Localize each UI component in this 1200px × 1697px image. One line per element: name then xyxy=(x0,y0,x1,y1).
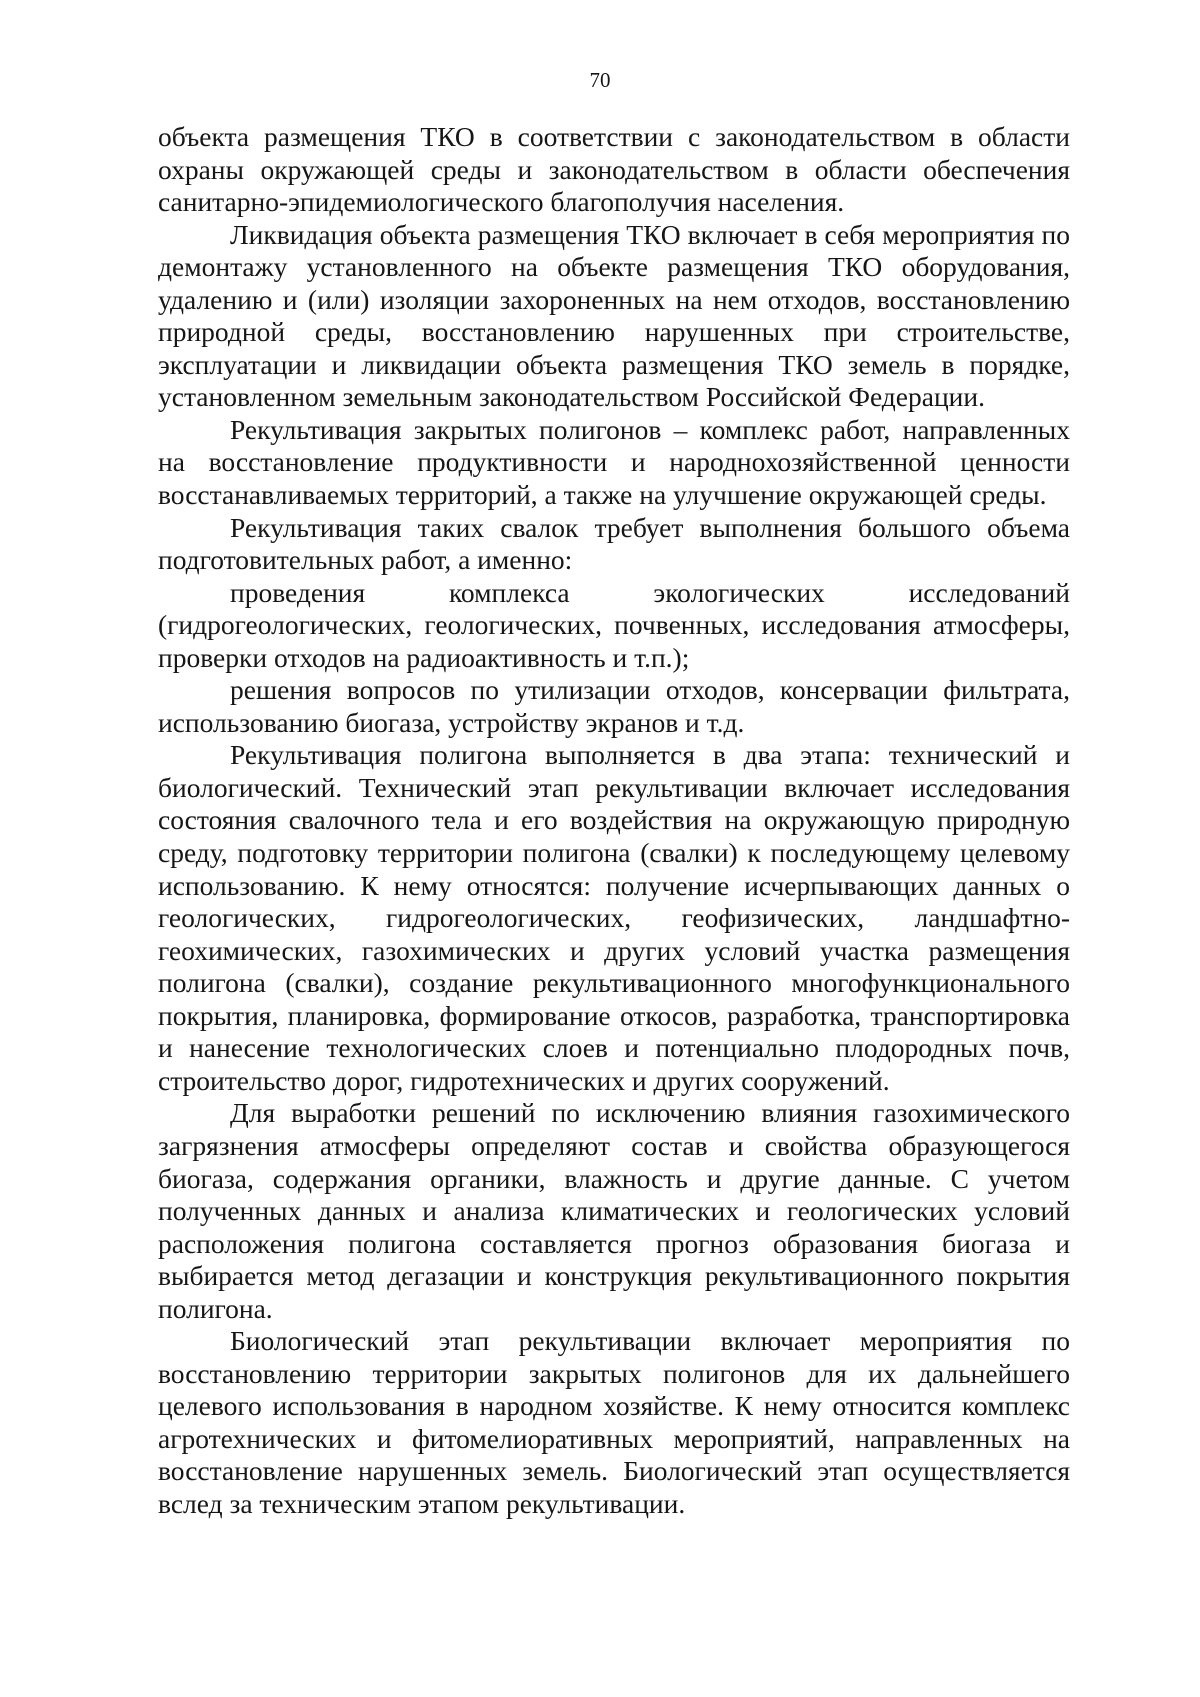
paragraph-gas-pollution: Для выработки решений по исключению влияния газохимического загрязнения атмосферы определяют состав и свойства образующегося биогаза, содержания органики, влажность и другие данные. С учетом полученных данных и анализа климатических и геологических условий расположения полигона составляется прогноз образования биогаза и выбирается метод дегазации и конструкция рекультивационного покрытия полигона. xyxy=(158,1097,1070,1324)
document-body xyxy=(158,121,1070,1521)
paragraph-technical-stage: Рекультивация полигона выполняется в два этапа: технический и биологический. Технический этап рекультивации включает исследования состояния свалочного тела и его воздействия на окружающую природную среду, подготовку территории полигона (свалки) к последующему целевому использованию. К нему относятся: получение исчерпывающих данных о геологических, гидрогеологических, геофизических, ландшафтно-геохимических, газохимических и других условий участка размещения полигона (свалки), создание рекультивационного многофункционального покрытия, планировка, формирование откосов, разработка, транспортировка и нанесение технологических слоев и потенциально плодородных почв, строительство дорог, гидротехнических и других сооружений. xyxy=(158,739,1070,1096)
paragraph-list-item-utilization: решения вопросов по утилизации отходов, консервации фильтрата, использованию биогаза, устройству экранов и т.д. xyxy=(158,674,1070,738)
paragraph-preparatory-works: Рекультивация таких свалок требует выполнения большого объема подготовительных работ, а именно: xyxy=(158,511,1070,576)
paragraph-list-item-research: проведения комплекса экологических исследований (гидрогеологических, геологических, почвенных, исследования атмосферы, проверки отходов на радиоактивность и т.п.); xyxy=(158,576,1070,673)
paragraph-recultivation-definition: Рекультивация закрытых полигонов – комплекс работ, направленных на восстановление продуктивности и народнохозяйственной ценности восстанавливаемых территорий, а также на улучшение окружающей среды. xyxy=(158,413,1070,511)
paragraph-liquidation: Ликвидация объекта размещения ТКО включает в себя мероприятия по демонтажу установленного на объекте размещения ТКО оборудования, удалению и (или) изоляции захороненных на нем отходов, восстановлению природной среды, восстановлению нарушенных при строительстве, эксплуатации и ликвидации объекта размещения ТКО земель в порядке, установленном земельным законодательством Российской Федерации. xyxy=(158,218,1070,413)
paragraph-continuation: объекта размещения ТКО в соответствии с законодательством в области охраны окружающей среды и законодательством в области обеспечения санитарно-эпидемиологического благополучия населения. xyxy=(158,121,1070,218)
paragraph-biological-stage: Биологический этап рекультивации включает мероприятия по восстановлению территории закрытых полигонов для их дальнейшего целевого использования в народном хозяйстве. К нему относится комплекс агротехнических и фитомелиоративных мероприятий, направленных на восстановление нарушенных земель. Биологический этап осуществляется вслед за техническим этапом рекультивации. xyxy=(158,1325,1070,1519)
page-number: 70 xyxy=(589,68,611,92)
